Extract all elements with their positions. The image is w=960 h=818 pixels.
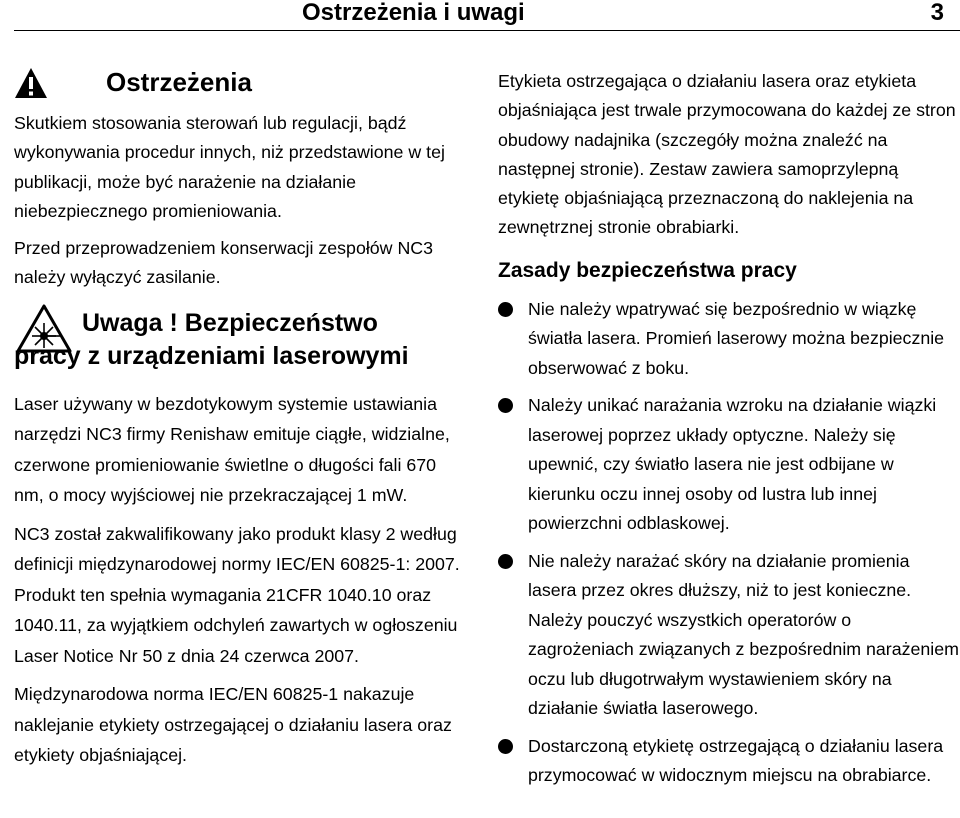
warning-triangle-icon bbox=[14, 67, 48, 99]
list-item bbox=[498, 547, 960, 724]
bullet-icon bbox=[498, 398, 513, 413]
laser-body bbox=[14, 389, 469, 771]
safety-heading: Zasady bezpieczeństwa pracy bbox=[498, 258, 797, 282]
warning-heading bbox=[14, 64, 469, 102]
bullet-text: Należy unikać narażania wzroku na działanie wiązki laserowej poprzez układy optyczne. Należy się upewnić, czy światło lasera nie jest odbijane w kierunku oczu innej osoby od lustra lub innej powierzchni odblaskowej. bbox=[528, 395, 937, 534]
warning-paragraph: Skutkiem stosowania sterowań lub regulacji, bądź wykonywania procedur innych, niż przedstawione w tej publikacji, może być narażenie na działanie niebezpiecznego promieniowania. bbox=[14, 113, 445, 221]
bullet-icon bbox=[498, 302, 513, 317]
list-item bbox=[498, 391, 960, 539]
bullet-icon bbox=[498, 739, 513, 754]
laser-paragraph: NC3 został zakwalifikowany jako produkt klasy 2 według definicji międzynarodowej normy IEC/EN 60825-1: 2007. Produkt ten spełnia wymagania 21CFR 1040.10 oraz 1040.11, za wyjątkiem odchyleń zawartych w ogłoszeniu Laser Notice Nr 50 z dnia 24 czerwca 2007. bbox=[14, 523, 460, 666]
warning-paragraph: Przed przeprowadzeniem konserwacji zespołów NC3 należy wyłączyć zasilanie. bbox=[14, 238, 434, 288]
laser-paragraph: Laser używany w bezdotykowym systemie ustawiania narzędzi NC3 firmy Renishaw emituje ciągłe, widzialne, czerwone promieniowanie świetlne o długości fali 670 nm, o mocy wyjściowej nie przekraczającej 1 mW. bbox=[14, 393, 450, 506]
laser-title-line1: Uwaga ! Bezpieczeństwo bbox=[82, 308, 378, 337]
list-item bbox=[498, 295, 960, 384]
right-column bbox=[498, 67, 960, 799]
laser-heading bbox=[14, 306, 469, 384]
bullet-text: Nie należy wpatrywać się bezpośrednio w wiązkę światła lasera. Promień laserowy można bezpiecznie obserwować z boku. bbox=[528, 298, 945, 378]
page-header bbox=[14, 0, 960, 31]
warning-title: Ostrzeżenia bbox=[106, 67, 252, 97]
bullet-text: Dostarczoną etykietę ostrzegającą o działaniu lasera przymocować w widocznym miejscu na obrabiarce. bbox=[528, 735, 944, 786]
bullet-icon bbox=[498, 554, 513, 569]
header-title: Ostrzeżenia i uwagi bbox=[302, 0, 525, 26]
left-column bbox=[14, 64, 469, 771]
laser-paragraph: Międzynarodowa norma IEC/EN 60825-1 nakazuje naklejanie etykiety ostrzegającej o działaniu lasera oraz etykiety objaśniającej. bbox=[14, 684, 452, 766]
safety-bullet-list bbox=[498, 295, 960, 791]
bullet-text: Nie należy narażać skóry na działanie promienia lasera przez okres dłuższy, niż to jest konieczne. Należy pouczyć wszystkich operatorów o zagrożeniach związanych z bezpośrednim narażeniem oczu lub długotrwałym wystawieniem skóry na działanie światła laserowego. bbox=[528, 550, 959, 719]
laser-title-line2: pracy z urządzeniami laserowymi bbox=[14, 341, 409, 370]
label-intro-paragraph: Etykieta ostrzegająca o działaniu lasera oraz etykieta objaśniająca jest trwale przymocowana do każdej ze stron obudowy nadajnika (szczegóły można znaleźć na następnej stronie). Zestaw zawiera samoprzylepną etykietę objaśniającą przeznaczoną do naklejenia na zewnętrznej stronie obrabiarki. bbox=[498, 71, 956, 238]
page-number: 3 bbox=[930, 0, 944, 26]
list-item bbox=[498, 732, 960, 791]
